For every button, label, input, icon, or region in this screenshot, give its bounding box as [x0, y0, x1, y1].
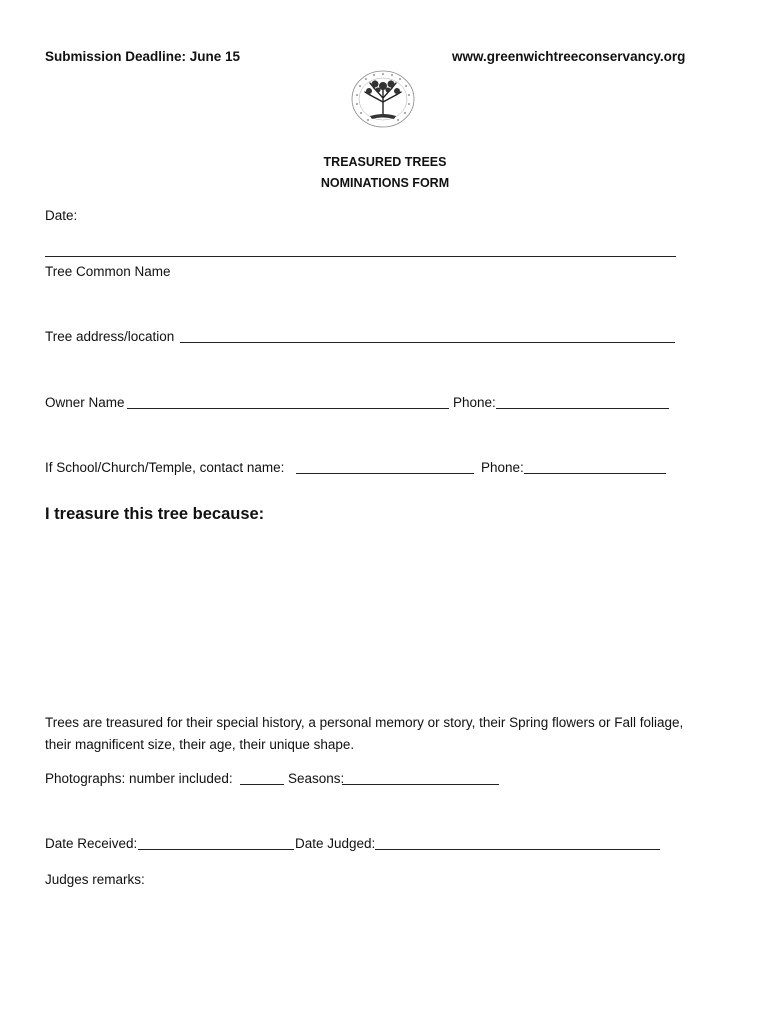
owner-phone-field[interactable] — [496, 408, 669, 409]
owner-name-field[interactable] — [127, 408, 449, 409]
judges-remarks-label: Judges remarks: — [45, 872, 145, 887]
description-line2: their magnificent size, their age, their unique shape. — [45, 737, 355, 752]
date-judged-field[interactable] — [375, 849, 660, 850]
seasons-field[interactable] — [342, 784, 499, 785]
contact-phone-label: Phone: — [481, 460, 524, 475]
form-title-line2: NOMINATIONS FORM — [320, 176, 450, 190]
submission-deadline: Submission Deadline: June 15 — [45, 49, 241, 64]
photographs-count-field[interactable] — [240, 784, 284, 785]
date-field-line[interactable] — [45, 256, 676, 257]
description-line1: Trees are treasured for their special history, a personal memory or story, their Spring flowers or Fall foliage, — [45, 715, 684, 730]
date-received-label: Date Received: — [45, 836, 138, 851]
owner-phone-label: Phone: — [453, 395, 496, 410]
date-received-field[interactable] — [138, 849, 294, 850]
treasure-heading: I treasure this tree because: — [45, 505, 265, 523]
tree-conservancy-seal-icon — [348, 68, 418, 130]
treasure-reason-area[interactable] — [45, 530, 676, 700]
date-label: Date: — [45, 208, 78, 223]
photographs-label: Photographs: number included: — [45, 771, 233, 786]
date-judged-label: Date Judged: — [295, 836, 376, 851]
website-url[interactable]: www.greenwichtreeconservancy.org — [452, 49, 686, 64]
tree-common-name-label: Tree Common Name — [45, 264, 171, 279]
tree-address-field[interactable] — [180, 342, 675, 343]
contact-phone-field[interactable] — [524, 473, 666, 474]
contact-name-label: If School/Church/Temple, contact name: — [45, 460, 285, 475]
owner-name-label: Owner Name — [45, 395, 125, 410]
form-title-line1: TREASURED TREES — [323, 155, 447, 169]
tree-address-label: Tree address/location — [45, 329, 175, 344]
seasons-label: Seasons: — [288, 771, 345, 786]
contact-name-field[interactable] — [296, 473, 474, 474]
